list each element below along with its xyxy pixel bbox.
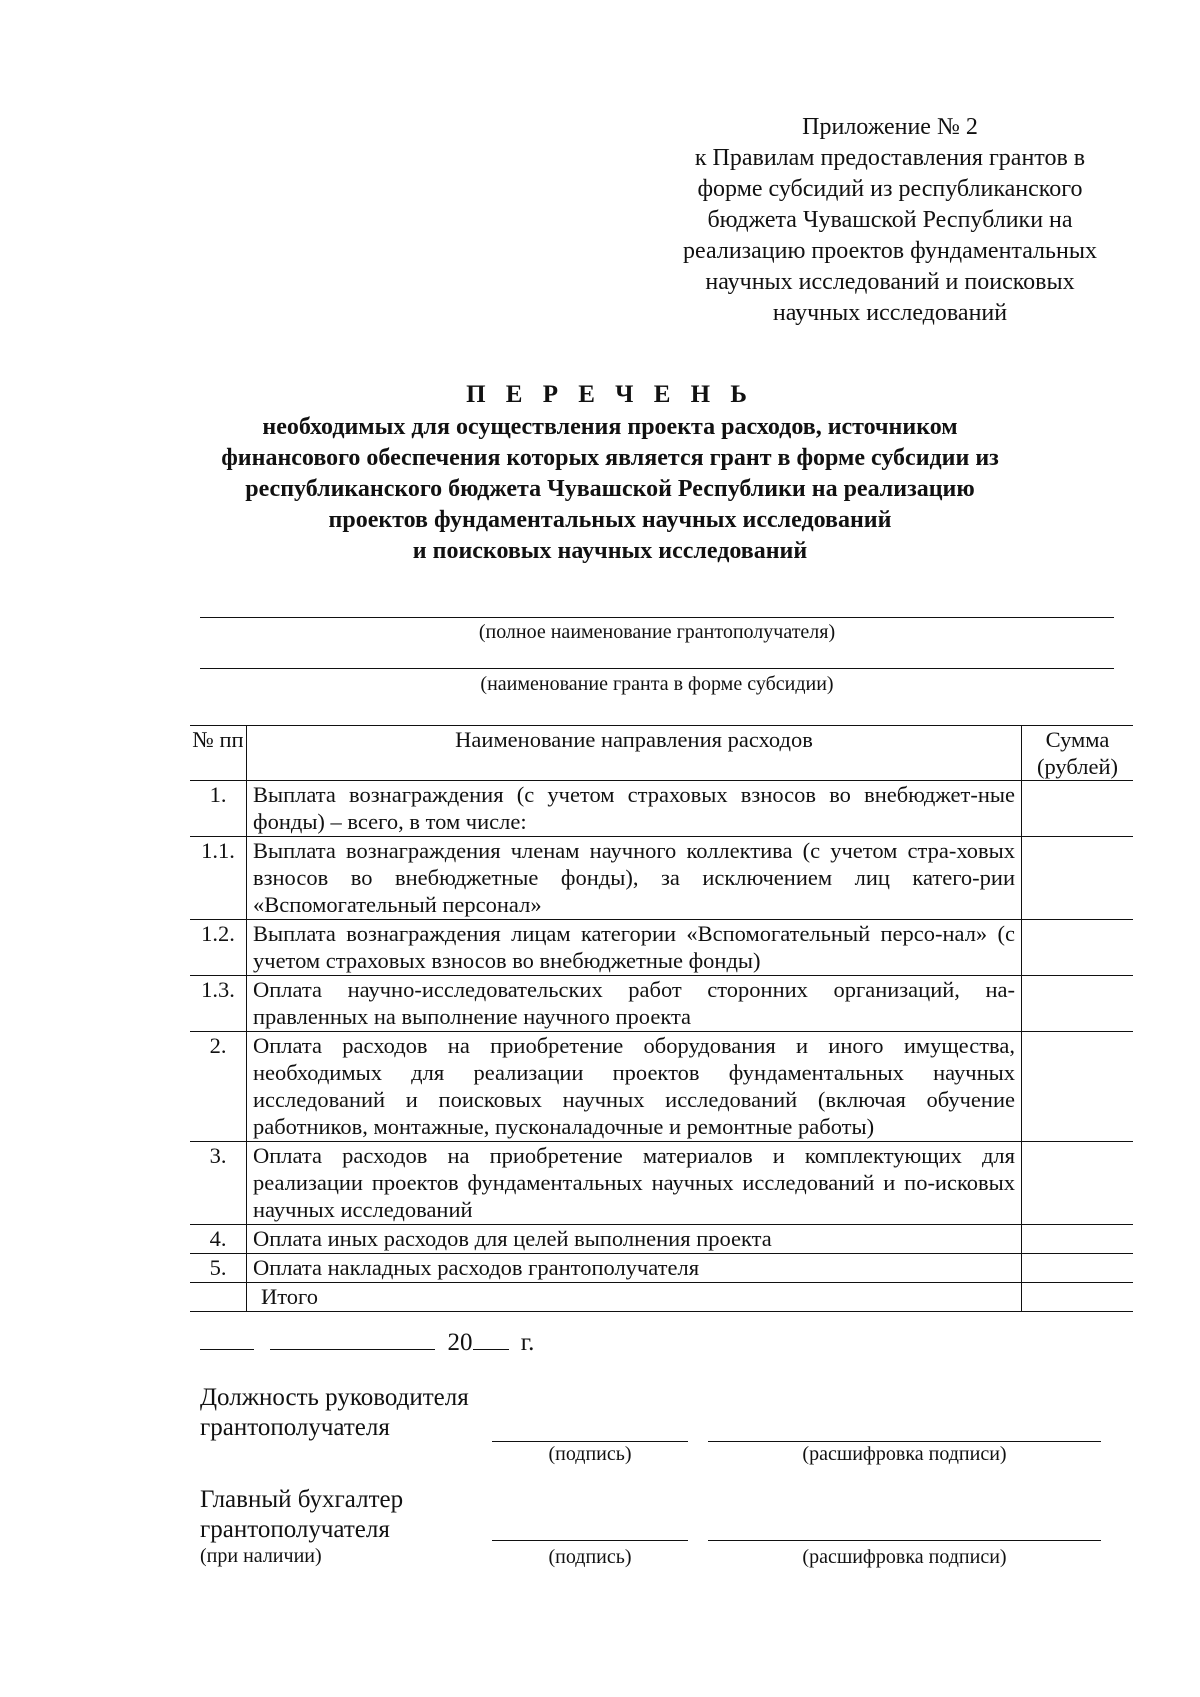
row-num: 1.3. [190, 976, 247, 1032]
appendix-line: научных исследований [772, 300, 1008, 326]
row-sum[interactable] [1022, 1225, 1134, 1254]
row-sum[interactable] [1022, 976, 1134, 1032]
total-label: Итого [247, 1283, 1022, 1312]
row-num: 1.1. [190, 837, 247, 920]
row-num: 1. [190, 781, 247, 837]
row-num: 2. [190, 1032, 247, 1142]
appendix-line: форме субсидий из республиканского [697, 176, 1083, 202]
row-sum[interactable] [1022, 781, 1134, 837]
accountant-signature-line[interactable] [492, 1540, 688, 1541]
total-row [190, 1283, 1133, 1312]
table-row [190, 1032, 1133, 1142]
total-sum[interactable] [1022, 1283, 1134, 1312]
table-row [190, 781, 1133, 837]
year-prefix: 20 [447, 1329, 473, 1356]
row-sum[interactable] [1022, 1032, 1134, 1142]
appendix-line: Приложение № 2 [802, 114, 978, 140]
row-name: Оплата расходов на приобретение оборудования и иного имущества, необходимых для реализации проектов фундаментальных научных исследований и поисковых научных исследований (включая обучение работников, монтажные, пусконаладочные и ремонтные работы) [247, 1032, 1022, 1142]
year-suffix: г. [520, 1329, 535, 1356]
table-row [190, 920, 1133, 976]
title-subline: проектов фундаментальных научных исследований [328, 507, 892, 533]
row-name: Выплата вознаграждения лицам категории «Вспомогательный персо-нал» (с учетом страховых взносов во внебюджетные фонды) [247, 920, 1022, 976]
grantee-name-caption: (полное наименование грантополучателя) [478, 621, 836, 643]
row-name: Выплата вознаграждения членам научного коллектива (с учетом стра-ховых взносов во внебюджетные фонды), за исключением лиц катего-рии «Вспомогательный персонал» [247, 837, 1022, 920]
grant-name-line[interactable] [200, 668, 1114, 669]
table-header-row [190, 726, 1133, 781]
appendix-line: реализацию проектов фундаментальных [683, 238, 1097, 264]
row-num: 1.2. [190, 920, 247, 976]
date-line [200, 1327, 534, 1358]
row-name: Оплата накладных расходов грантополучателя [247, 1254, 1022, 1283]
row-sum[interactable] [1022, 1254, 1134, 1283]
row-sum[interactable] [1022, 837, 1134, 920]
total-num [190, 1283, 247, 1312]
row-name: Выплата вознаграждения (с учетом страховых взносов во внебюджет-ные фонды) – всего, в том числе: [247, 781, 1022, 837]
header-name: Наименование направления расходов [247, 726, 1022, 781]
title-subline: необходимых для осуществления проекта расходов, источником [262, 414, 958, 440]
title-subline: финансового обеспечения которых является грант в форме субсидии из [221, 445, 999, 471]
appendix-line: научных исследований и поисковых [705, 269, 1075, 295]
accountant-note: (при наличии) [200, 1545, 322, 1567]
title-subline: республиканского бюджета Чувашской Республики на реализацию [245, 476, 975, 502]
expenses-table [190, 725, 1133, 1312]
document-title [200, 378, 1020, 567]
appendix-header [655, 112, 1125, 329]
table-row [190, 1225, 1133, 1254]
appendix-line: бюджета Чувашской Республики на [707, 207, 1073, 233]
accountant-signature-caption: (подпись) [548, 1546, 632, 1568]
title-subline: и поисковых научных исследований [412, 538, 808, 564]
head-decode-caption: (расшифровка подписи) [802, 1443, 1007, 1465]
row-name: Оплата расходов на приобретение материалов и комплектующих для реализации проектов фундаментальных научных исследований и по-исковых научных исследований [247, 1142, 1022, 1225]
header-num: № пп [190, 726, 247, 781]
table-row [190, 1254, 1133, 1283]
grant-name-caption: (наименование гранта в форме субсидии) [480, 673, 834, 695]
row-num: 5. [190, 1254, 247, 1283]
accountant-decode-line[interactable] [708, 1540, 1101, 1541]
title-heading: П Е Р Е Ч Е Н Ь [466, 381, 754, 408]
row-name: Оплата иных расходов для целей выполнения проекта [247, 1225, 1022, 1254]
appendix-line: к Правилам предоставления грантов в [694, 145, 1086, 171]
grantee-name-line[interactable] [200, 617, 1114, 618]
day-blank[interactable] [200, 1327, 254, 1350]
year-blank[interactable] [473, 1327, 509, 1350]
month-blank[interactable] [270, 1327, 435, 1350]
head-signature-caption: (подпись) [548, 1443, 632, 1465]
row-num: 4. [190, 1225, 247, 1254]
row-name: Оплата научно-исследовательских работ сторонних организаций, на-правленных на выполнение научного проекта [247, 976, 1022, 1032]
header-sum: Сумма (рублей) [1022, 726, 1134, 781]
head-title: Должность руководителя грантополучателя [200, 1384, 469, 1441]
accountant-decode-caption: (расшифровка подписи) [802, 1546, 1007, 1568]
row-num: 3. [190, 1142, 247, 1225]
table-row [190, 837, 1133, 920]
table-row [190, 976, 1133, 1032]
accountant-title: Главный бухгалтер грантополучателя [200, 1486, 404, 1543]
row-sum[interactable] [1022, 1142, 1134, 1225]
row-sum[interactable] [1022, 920, 1134, 976]
table-row [190, 1142, 1133, 1225]
